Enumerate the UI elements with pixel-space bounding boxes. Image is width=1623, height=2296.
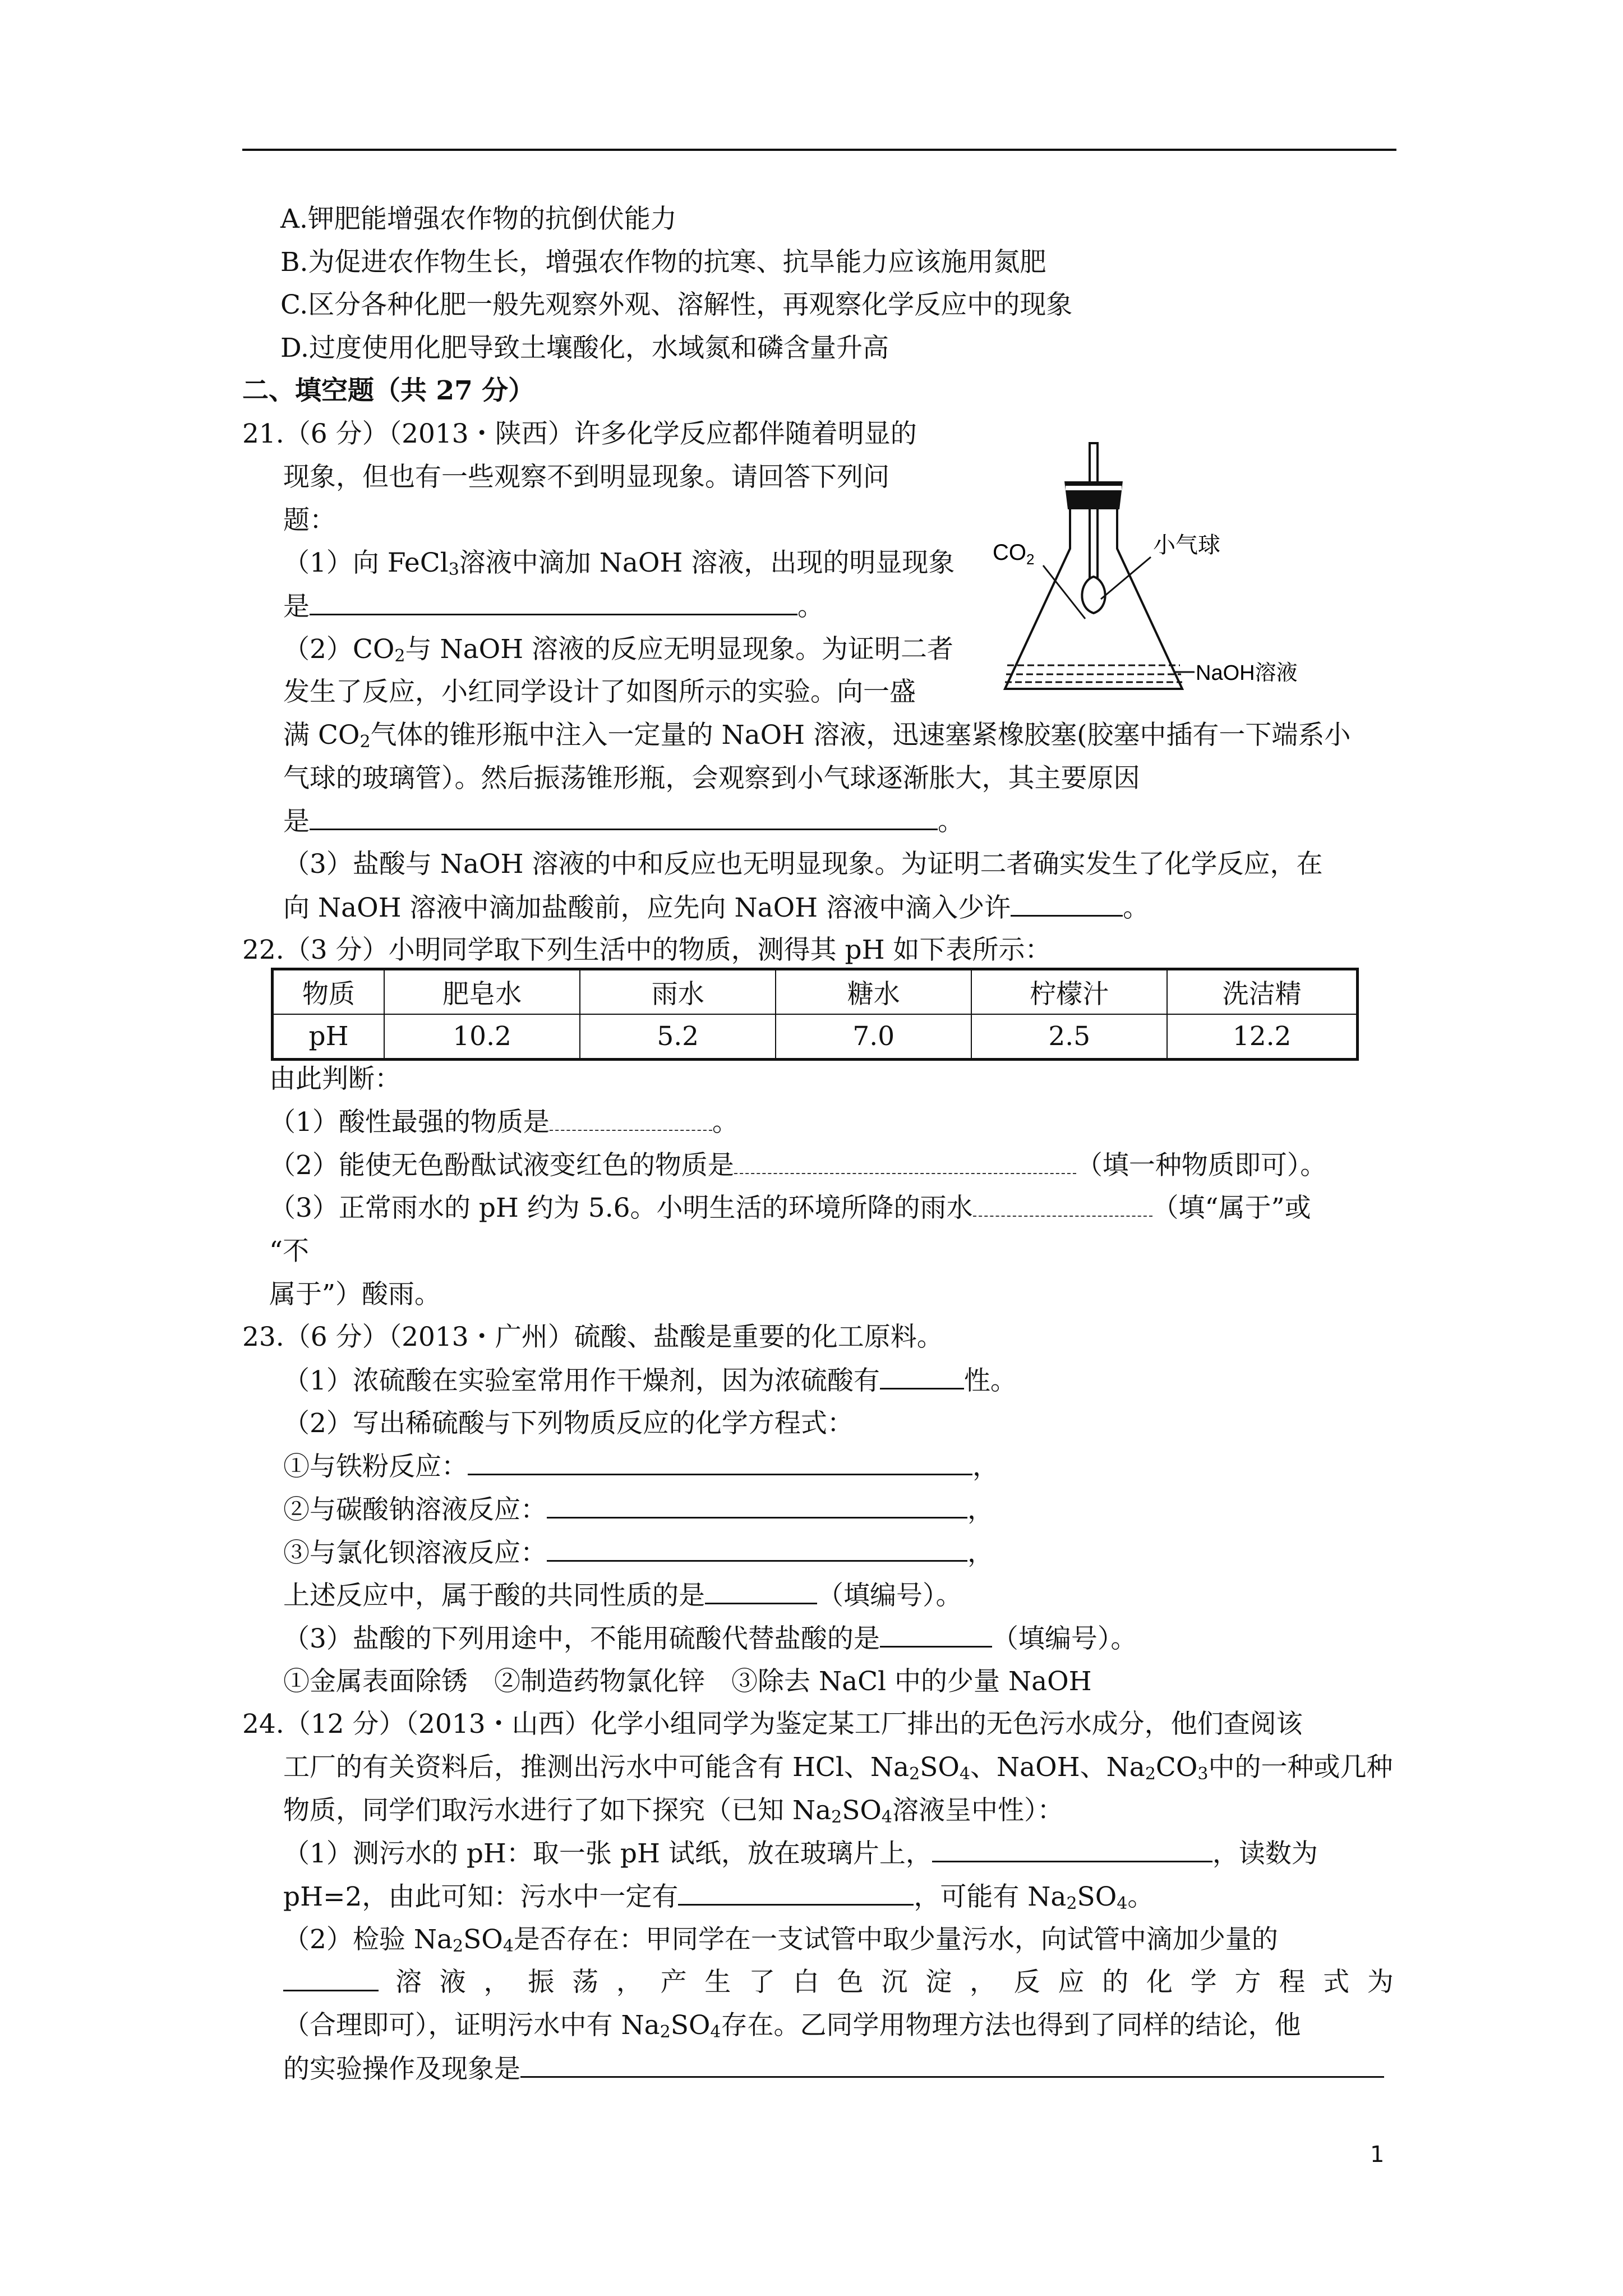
- table-cell: 洗洁精: [1167, 969, 1357, 1015]
- table-row: [273, 1014, 1358, 1060]
- label-naoh: NaOH溶液: [1196, 661, 1298, 685]
- answer-blank[interactable]: [1011, 890, 1123, 917]
- q24-line1: 24.（12 分）（2013・山西）化学小组同学为鉴定某工厂排出的无色污水成分，他们查阅该: [242, 1709, 1303, 1740]
- q23-uses: ①金属表面除锈 ②制造药物氯化锌 ③除去 NaCl 中的少量 NaOH: [283, 1666, 1092, 1697]
- answer-blank[interactable]: [550, 1105, 712, 1131]
- table-cell: 7.0: [776, 1014, 971, 1060]
- q22-part1: （1）酸性最强的物质是 。: [269, 1105, 739, 1140]
- q21-part2-line1: $(2)CO_2$与 NaOH 溶液的反应无明显现象。为证明二者: [283, 634, 954, 666]
- q21-line1: 21.（6 分）（2013・陕西）许多化学反应都伴随着明显的: [242, 418, 917, 449]
- q23-part1: （1）浓硫酸在实验室常用作干燥剂，因为浓硫酸有 性。: [283, 1363, 1017, 1398]
- answer-blank[interactable]: [547, 1492, 967, 1519]
- q24-line3: 物质，同学们取污水进行了如下探究（已知 $Na_2SO_4$溶液呈中性）：: [283, 1795, 1064, 1827]
- q21-part2-line4: 气球的玻璃管）。然后振荡锥形瓶，会观察到小气球逐渐胀大，其主要原因: [283, 763, 1140, 794]
- answer-blank[interactable]: [310, 589, 797, 615]
- q22-part2: （2）能使无色酚酞试液变红色的物质是 （填一种物质即可）。: [269, 1148, 1326, 1183]
- answer-blank[interactable]: [310, 804, 938, 830]
- q21-part3-line1: （3）盐酸与 NaOH 溶液的中和反应也无明显现象。为证明二者确实发生了化学反应，在: [283, 849, 1323, 880]
- q24-part2-line3: （合理即可），证明污水中有 $Na_2SO_4$存在。乙同学用物理方法也得到了同样的结论，他: [283, 2010, 1301, 2042]
- q21-part2-line2: 发生了反应，小红同学设计了如图所示的实验。向一盛: [283, 677, 916, 707]
- table-cell: 2.5: [971, 1014, 1167, 1060]
- label-co2: $CO_2$: [993, 540, 1035, 568]
- table-cell: 12.2: [1167, 1014, 1357, 1060]
- q22-judge: 由此判断：: [269, 1064, 401, 1094]
- option-a: A.钾肥能增强农作物的抗倒伏能力: [280, 204, 677, 234]
- q21-part2-answer: 是 。: [283, 804, 964, 839]
- table-row: [273, 969, 1358, 1015]
- q24-part2-line1: （2）检验 $Na_2SO_4$是否存在：甲同学在一支试管中取少量污水，向试管中滴加少量的: [283, 1924, 1278, 1956]
- answer-blank[interactable]: [973, 1191, 1152, 1217]
- q24-part1-line2: pH=2，由此可知：污水中一定有 ，可能有 $Na_2SO_4$。: [283, 1879, 1154, 1915]
- q21-part2-line3: 满 $CO_2$气体的锥形瓶中注入一定量的 NaOH 溶液，迅速塞紧橡胶塞(胶塞中插有一下端系小: [283, 720, 1351, 752]
- answer-blank[interactable]: [705, 1578, 817, 1604]
- answer-blank[interactable]: [547, 1535, 967, 1562]
- table-cell: 10.2: [384, 1014, 580, 1060]
- q24-part2-line4: 的实验操作及现象是: [283, 2051, 1384, 2087]
- ph-table: [271, 968, 1359, 1061]
- table-cell: 糖水: [776, 969, 971, 1015]
- q22-part3: （3）正常雨水的 pH 约为 5.6。小明生活的环境所降的雨水 （填“属于”或: [269, 1191, 1311, 1226]
- answer-blank[interactable]: [520, 2051, 1384, 2078]
- q24-line2: 工厂的有关资料后，推测出污水中可能含有 HCl、$Na_2SO_4$、NaOH、$Na_2CO_3$中的一种或几种: [283, 1752, 1393, 1784]
- q23-equation-3: ③与氯化钡溶液反应： ，: [283, 1535, 994, 1571]
- flask-diagram: [987, 436, 1335, 706]
- q24-part2-line2: [283, 1965, 1394, 2000]
- answer-blank[interactable]: [283, 1965, 379, 1991]
- option-b: B.为促进农作物生长，增强农作物的抗寒、抗旱能力应该施用氮肥: [280, 247, 1046, 278]
- q21-line3: 题：: [283, 505, 336, 536]
- answer-blank[interactable]: [734, 1148, 1076, 1174]
- table-cell: 物质: [273, 969, 385, 1015]
- answer-blank[interactable]: [880, 1621, 992, 1648]
- spaced-text: 溶 液 ， 振 荡 ， 产 生 了 白 色 沉 淀 ， 反 应 的 化 学 方 程 式 为: [395, 1967, 1394, 1998]
- q22-part3-cont: “不: [269, 1236, 310, 1267]
- q23-equation-1: ①与铁粉反应： ，: [283, 1449, 999, 1484]
- q23-intro: 23.（6 分）（2013・广州）硫酸、盐酸是重要的化工原料。: [242, 1322, 943, 1352]
- answer-blank[interactable]: [932, 1836, 1212, 1862]
- q22-intro: 22.（3 分）小明同学取下列生活中的物质，测得其 pH 如下表所示：: [242, 935, 1052, 965]
- stopper-band: [1066, 486, 1122, 490]
- option-c: C.区分各种化肥一般先观察外观、溶解性，再观察化学反应中的现象: [280, 289, 1073, 320]
- table-cell: pH: [273, 1014, 385, 1060]
- section-title: 二、填空题（共 27 分）: [242, 375, 535, 406]
- q23-part2: （2）写出稀硫酸与下列物质反应的化学方程式：: [283, 1408, 854, 1439]
- answer-blank[interactable]: [880, 1363, 964, 1389]
- page-number: 1: [1370, 2142, 1385, 2168]
- rubber-stopper: [1064, 481, 1123, 509]
- table-cell: 肥皂水: [384, 969, 580, 1015]
- balloon-leader: [1101, 557, 1151, 599]
- header-rule: [242, 149, 1396, 151]
- label-balloon: 小气球: [1153, 532, 1220, 558]
- table-cell: 5.2: [580, 1014, 776, 1060]
- glass-tube: [1090, 443, 1098, 578]
- q24-part1-line1: （1）测污水的 pH：取一张 pH 试纸，放在玻璃片上， ，读数为: [283, 1836, 1318, 1871]
- q22-part3-end: 属于”）酸雨。: [269, 1279, 441, 1310]
- q23-common: 上述反应中，属于酸的共同性质的是 （填编号）。: [283, 1578, 962, 1613]
- option-d: D.过度使用化肥导致土壤酸化，水域氮和磷含量升高: [280, 333, 889, 364]
- q21-part1: （1）向 FeCl$_3$溶液中滴加 NaOH 溶液，出现的明显现象: [283, 547, 955, 579]
- answer-blank[interactable]: [468, 1449, 972, 1475]
- q21-part1-answer: 是 。: [283, 589, 824, 624]
- q21-part3-line2: 向 NaOH 溶液中滴加盐酸前，应先向 NaOH 溶液中滴入少许 。: [283, 890, 1149, 926]
- answer-blank[interactable]: [678, 1879, 914, 1906]
- q21-line2: 现象，但也有一些观察不到明显现象。请回答下列问: [283, 462, 889, 493]
- q23-equation-2: ②与碳酸钠溶液反应： ，: [283, 1492, 994, 1527]
- small-balloon: [1082, 577, 1105, 613]
- table-cell: 雨水: [580, 969, 776, 1015]
- table-cell: 柠檬汁: [971, 969, 1167, 1015]
- q23-part3: （3）盐酸的下列用途中，不能用硫酸代替盐酸的是 （填编号）。: [283, 1621, 1137, 1657]
